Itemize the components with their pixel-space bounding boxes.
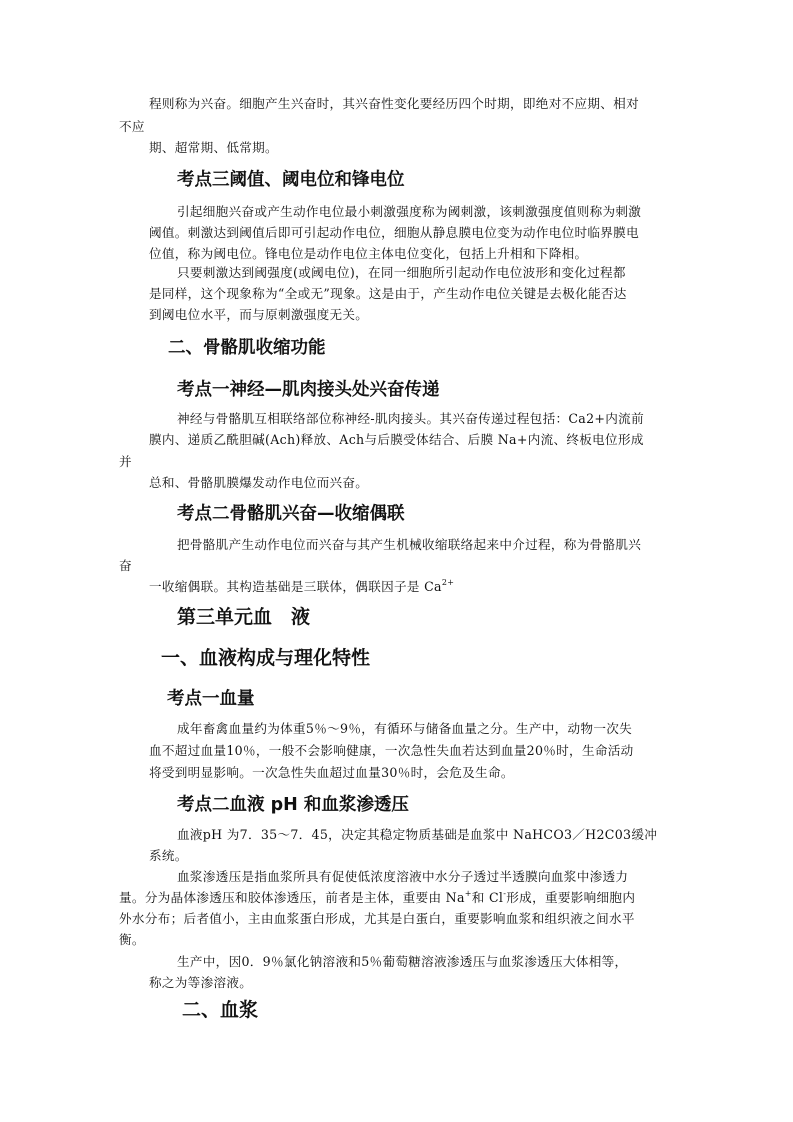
body-text-line: 是同样，这个现象称为“全或无”现象。这是由于，产生动作电位关键是去极化能否达	[149, 286, 627, 301]
text-span: 形成，重要影响细胞内	[506, 890, 636, 905]
body-text-line: 总和、骨骼肌膜爆发动作电位而兴奋。	[149, 475, 369, 490]
body-text-line: 血液pH 为7．35～7．45，决定其稳定物质基础是血浆中 NaHCO3／H2C03缓冲	[177, 827, 658, 842]
body-text-line: 将受到明显影响。一次急性失血超过血量30％时，会危及生命。	[149, 765, 514, 780]
body-text-line: 把骨骼肌产生动作电位而兴奋与其产生机械收缩联络起来中介过程，称为骨骼肌兴	[177, 537, 642, 552]
text-span: 量。分为晶体渗透压和胶体渗透压，前者是主体，重要由 Na	[119, 890, 465, 905]
body-text-line: 位值，称为阈电位。锋电位是动作电位主体电位变化，包括上升相和下降相。	[149, 246, 588, 261]
body-text-line	[149, 580, 454, 594]
body-text-line: 阈值。刺激达到阈值后即可引起动作电位，细胞从静息膜电位变为动作电位时临界膜电	[149, 225, 639, 240]
unit-heading: 第三单元血 液	[177, 606, 311, 628]
body-text-line: 血浆渗透压是指血浆所具有促使低浓度溶液中水分子透过半透膜向血浆中渗透力	[177, 869, 629, 884]
section-heading: 考点一血量	[167, 689, 255, 709]
section-heading: 考点二骨骼肌兴奋—收缩偶联	[177, 504, 405, 524]
text-span: 一收缩偶联。其构造基础是三联体，偶联因子是 Ca	[149, 579, 442, 594]
body-text-line: 奋	[119, 558, 132, 573]
body-text-line: 血不超过血量10％，一般不会影响健康，一次急性失血若达到血量20％时，生命活动	[149, 743, 634, 758]
body-text-line	[119, 891, 635, 905]
superscript: +	[464, 889, 472, 898]
body-text-line: 成年畜禽血量约为体重5％～9％，有循环与储备血量之分。生产中，动物一次失	[177, 721, 633, 736]
section-heading: 考点三阈值、阈电位和锋电位	[177, 170, 405, 190]
superscript: -	[503, 889, 507, 898]
body-text-line: 到阈电位水平，而与原刺激强度无关。	[149, 307, 369, 322]
body-text-line: 不应	[119, 119, 145, 134]
body-text-line: 神经与骨骼肌互相联络部位称神经-肌肉接头。其兴奋传递过程包括：Ca2+内流前	[177, 411, 644, 426]
body-text-line: 期、超常期、低常期。	[149, 140, 278, 155]
body-text-line: 并	[119, 454, 132, 469]
text-span: 和 Cl	[471, 890, 504, 905]
chapter-heading: 二、血浆	[182, 999, 259, 1021]
body-text-line: 外水分布；后者值小，主由血浆蛋白形成，尤其是白蛋白，重要影响血浆和组织液之间水平	[119, 911, 635, 926]
chapter-heading: 一、血液构成与理化特性	[161, 647, 371, 669]
section-heading: 考点二血液 pH 和血浆渗透压	[177, 795, 409, 815]
section-heading: 考点一神经—肌肉接头处兴奋传递	[177, 380, 440, 400]
body-text-line: 衡。	[119, 932, 145, 947]
body-text-line: 生产中，因0．9％氯化钠溶液和5％葡萄糖溶液渗透压与血浆渗透压大体相等，	[177, 954, 628, 969]
body-text-line: 程则称为兴奋。细胞产生兴奋时，其兴奋性变化要经历四个时期，即绝对不应期、相对	[149, 96, 639, 111]
body-text-line: 引起细胞兴奋或产生动作电位最小刺激强度称为阈刺激，该刺激强度值则称为刺激	[177, 204, 642, 219]
body-text-line: 膜内、递质乙酰胆碱(Ach)释放、Ach与后膜受体结合、后膜 Na+内流、终板电位形成	[149, 432, 644, 447]
body-text-line: 称之为等渗溶液。	[149, 975, 253, 990]
body-text-line: 系统。	[149, 848, 188, 863]
superscript: 2+	[441, 578, 455, 587]
body-text-line: 只要刺激达到阈强度(或阈电位)，在同一细胞所引起动作电位波形和变化过程都	[177, 265, 626, 280]
chapter-heading: 二、骨骼肌收缩功能	[168, 338, 326, 358]
